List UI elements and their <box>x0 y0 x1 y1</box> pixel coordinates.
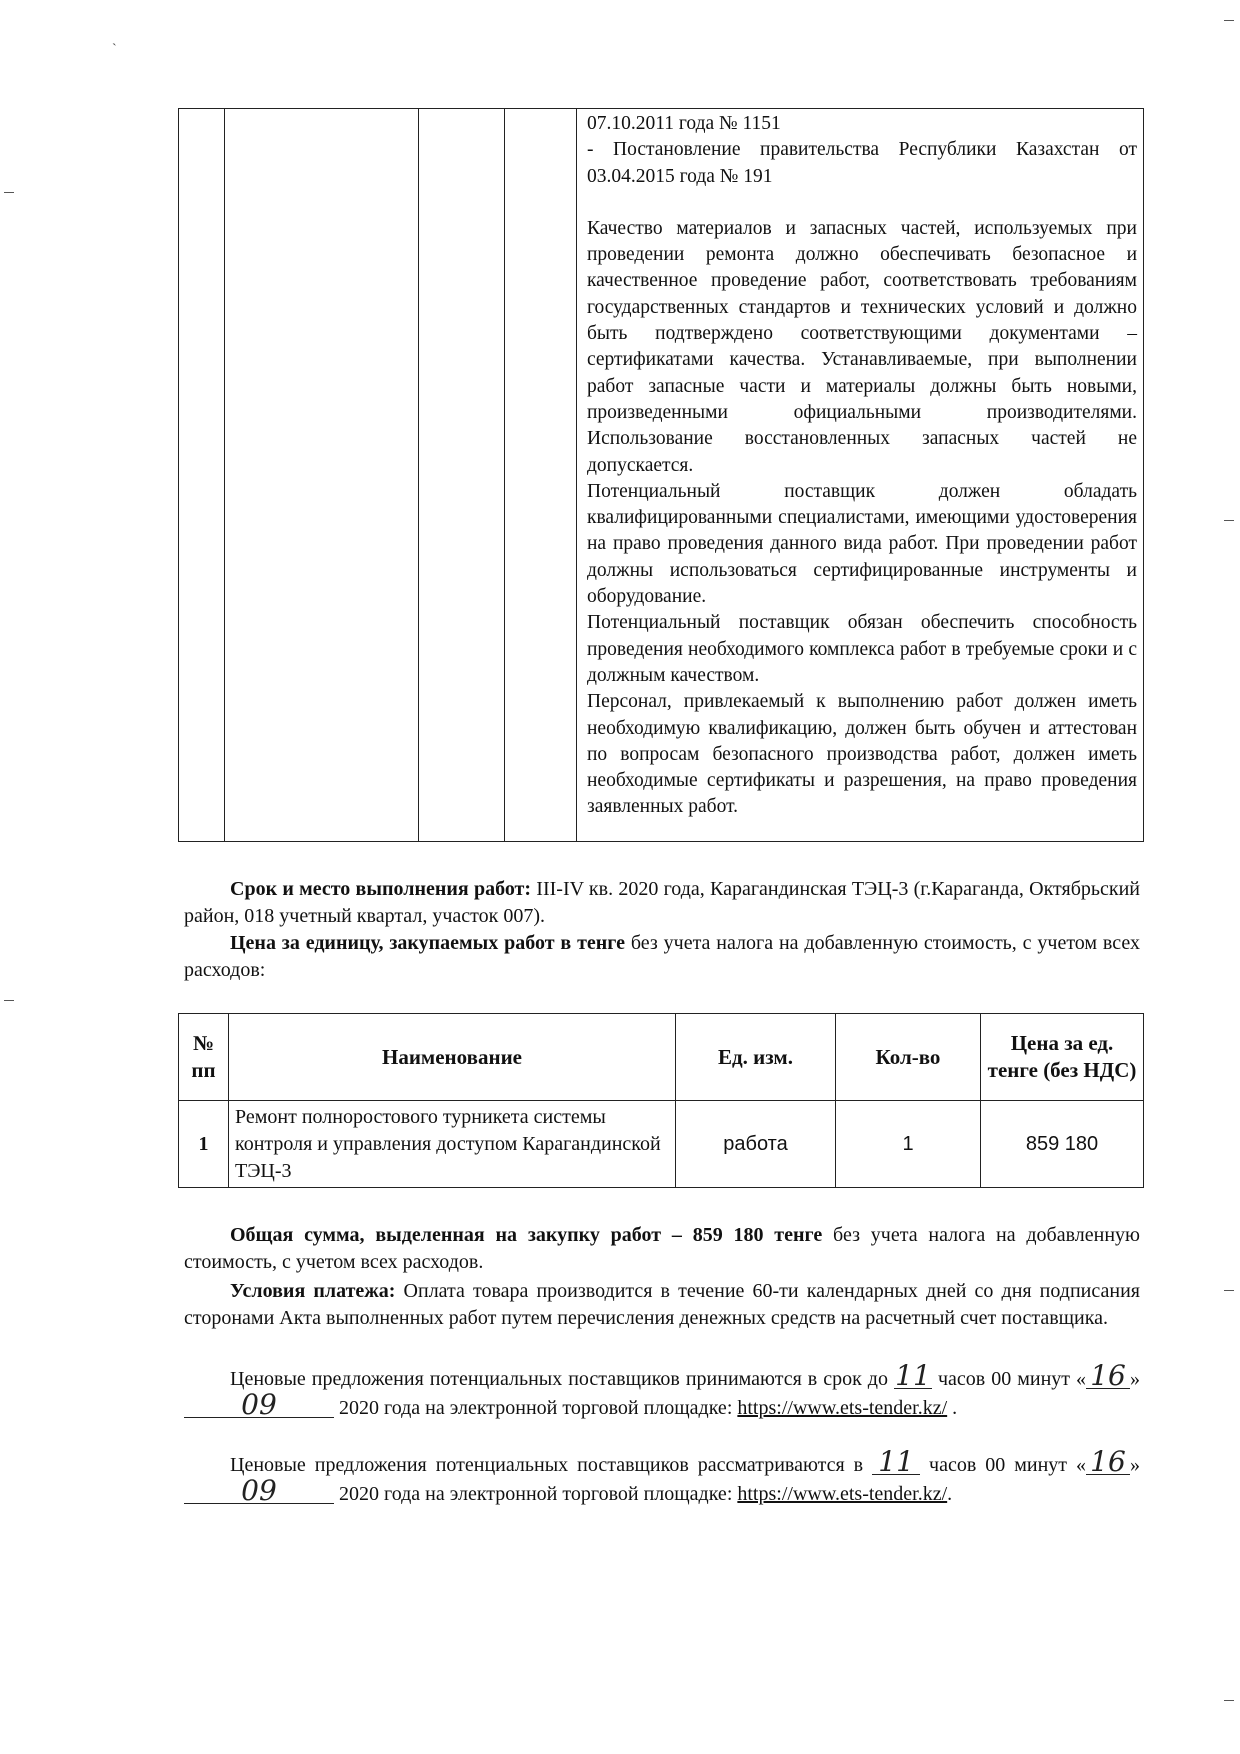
row-price: 859 180 <box>981 1101 1144 1188</box>
table-cell <box>225 109 419 842</box>
requirement-paragraph: Потенциальный поставщик обязан обеспечить способность проведения необходимого комплекса работ в требуемые сроки и с должным качеством. <box>587 612 1137 686</box>
document-page: ` 07.10.2011 года № 1151 - Постановление правительства Республики Казахстан от 03.04.2015 года № 191 Качество материалов и запасных частей, используемых при проведении ремонта должно обеспечивать безопасное и качественное проведение работ, соответствовать требованиям государственных стандартов и технических условий и должно быть подтверждено соответствующими документами – сертификатами качества. Устанавливаемые, при выполнении работ запасные части и материалы должны быть новыми, произведенными официальными производителями. Использование восстановленных запасных частей не допускается. Потенциальный поставщик должен обладать квалифицированными специалистами, имеющими удостоверения на право проведения данного вида работ. При проведении работ должны использоваться сертифицированные инструменты и оборудование. Потенциальный поставщик обязан обеспечить способность проведения необходимого комплекса работ в требуемые сроки и с должным качеством. Персонал, привлекаемый к выполнению работ должен иметь необходимую квалификацию, должен быть обучен и аттестован по вопросам безопасного производства работ, должен иметь необходимые сертификаты и разрешения, на право проведения заявленных работ. Срок и место выполнения работ: III-IV кв. 2020 года, Карагандинская ТЭЦ-3 (г.Караганда, Октябрьский район, 018 учетный квартал, участок 007). Цена за единицу, закупаемых работ в тенге без учета налога на добавленную стоимость, с учетом всех расходов: № пп Наименование Ед. изм. Кол-во Цена за ед. тенге (без НДС) 1 Ремонт полноростового турникета системы контроля и управления доступом Карагандинской ТЭЦ-3 работа 1 859 180 Общая сумма, выделенная на закупку работ – 859 180 тенге без учета налога на добавленную стоимость, с учетом всех расходов. Условия платежа: Оплата товара производится в течение 60-ти календарных дней со дня подписания сторонами Акта выполненных работ путем перечисления денежных средств на расчетный счет поставщика. Ценовые предложения потенциальных поставщиков принимаются в срок до 11 часов 00 минут « 16 » 09 2020 года на электронной торговой площадке: https://www.ets-tender.kz/ . Ценовые предложения потенциальных поставщиков рассматриваются в 11 часов 00 минут « 16 » 09 2020 года на электронной торговой площадке: https://www.ets-tender.kz/. <box>0 0 1240 1754</box>
term-text: III-IV кв. 2020 года, Карагандинская ТЭЦ-3 (г.Караганда, Октябрьский район, 018 учетный квартал, участок 007). <box>184 878 1140 927</box>
header-price: Цена за ед. тенге (без НДС) <box>981 1014 1144 1101</box>
handwritten-hour: 11 <box>872 1450 920 1475</box>
requirement-paragraph: Персонал, привлекаемый к выполнению работ должен иметь необходимую квалификацию, должен быть обучен и аттестован по вопросам безопасного производства работ, должен иметь необходимые сертификаты и разрешения, на право проведения заявленных работ. <box>587 691 1137 818</box>
term-paragraph <box>184 876 1140 929</box>
requirement-paragraph: Потенциальный поставщик должен обладать квалифицированными специалистами, имеющими удостоверения на право проведения данного вида работ. При проведении работ должны использоваться сертифицированные инструменты и оборудование. <box>587 480 1137 608</box>
tender-link[interactable]: https://www.ets-tender.kz/ <box>737 1397 948 1419</box>
handwritten-month: 09 <box>184 1479 334 1504</box>
total-text: без учета налога на добавленную стоимость, с учетом всех расходов. <box>184 1224 1140 1273</box>
handwritten-hour: 11 <box>895 1359 931 1392</box>
table-row <box>179 1101 1144 1188</box>
row-num: 1 <box>179 1101 229 1188</box>
header-unit: Ед. изм. <box>676 1014 836 1101</box>
regulation-line: - Постановление правительства Республики Казахстан от 03.04.2015 года № 191 <box>587 139 1137 187</box>
row-name: Ремонт полноростового турникета системы контроля и управления доступом Карагандинской ТЭЦ-3 <box>229 1101 676 1188</box>
requirements-cell <box>577 109 1144 842</box>
handwritten-month: 09 <box>184 1393 334 1418</box>
payment-label: Условия платежа: <box>230 1280 396 1302</box>
requirements-table <box>178 108 1144 842</box>
header-name: Наименование <box>229 1014 676 1101</box>
tender-link[interactable]: https://www.ets-tender.kz/ <box>737 1483 948 1505</box>
price-table <box>178 1013 1144 1188</box>
accept-deadline-paragraph: Ценовые предложения потенциальных поставщиков принимаются в срок до 11 часов 00 минут « 16 » 09 2020 года на электронной торговой площадке: https://www.ets-tender.kz/ . <box>184 1364 1140 1422</box>
table-cell <box>179 109 225 842</box>
header-qty: Кол-во <box>836 1014 981 1101</box>
table-cell <box>505 109 577 842</box>
handwritten-day: 16 <box>1086 1450 1130 1475</box>
header-num: № пп <box>179 1014 229 1101</box>
payment-text: Оплата товара производится в течение 60-ти календарных дней со дня подписания сторонами Акта выполненных работ путем перечисления денежных средств на расчетный счет поставщика. <box>184 1280 1140 1329</box>
table-cell <box>419 109 505 842</box>
payment-paragraph <box>184 1278 1140 1331</box>
term-label: Срок и место выполнения работ: <box>230 878 532 900</box>
unit-price-paragraph <box>184 930 1140 983</box>
table-header-row <box>179 1014 1144 1101</box>
row-qty: 1 <box>836 1101 981 1188</box>
regulation-line: 07.10.2011 года № 1151 <box>587 113 781 134</box>
unit-price-text: без учета налога на добавленную стоимость, с учетом всех расходов: <box>184 932 1140 981</box>
handwritten-day: 16 <box>1086 1364 1130 1389</box>
review-deadline-paragraph: Ценовые предложения потенциальных поставщиков рассматриваются в 11 часов 00 минут « 16 » 09 2020 года на электронной торговой площадке: https://www.ets-tender.kz/. <box>184 1450 1140 1508</box>
requirement-paragraph: Качество материалов и запасных частей, используемых при проведении ремонта должно обеспечивать безопасное и качественное проведение работ, соответствовать требованиям государственных стандартов и технических условий и должно быть подтверждено соответствующими документами – сертификатами качества. Устанавливаемые, при выполнении работ запасные части и материалы должны быть новыми, произведенными официальными производителями. Использование восстановленных запасных частей не допускается. <box>587 217 1137 476</box>
row-unit: работа <box>676 1101 836 1188</box>
total-label: Общая сумма, выделенная на закупку работ – 859 180 тенге <box>230 1224 823 1246</box>
table-row <box>179 109 1144 842</box>
unit-price-label: Цена за единицу, закупаемых работ в тенге <box>230 932 625 954</box>
total-paragraph <box>184 1222 1140 1275</box>
